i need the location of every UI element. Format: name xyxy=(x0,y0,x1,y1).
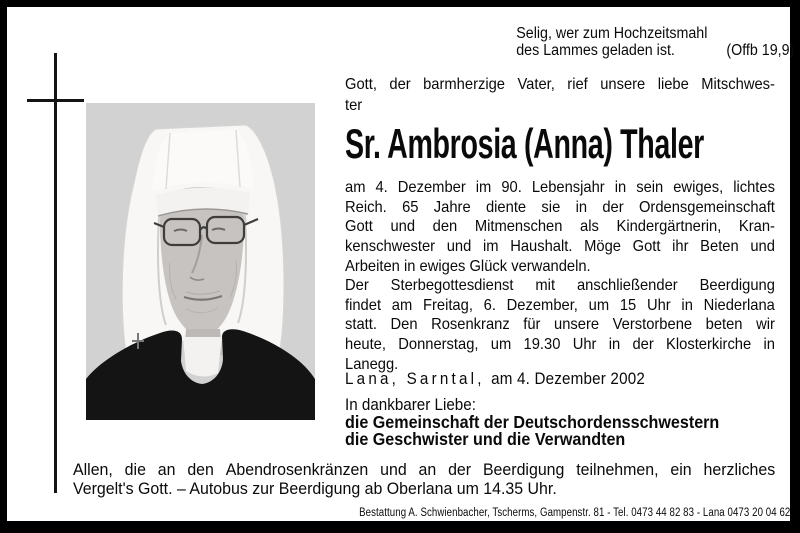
text-line: Arbeiten in ewiges Glück verwandeln. xyxy=(345,257,591,275)
text-line: am 4. Dezember im 90. Lebensjahr in sein ewiges, lichtes xyxy=(345,179,775,196)
bible-quote xyxy=(516,26,794,59)
text-line: Gott und den Mitmenschen als Kindergärtnerin, Kran- xyxy=(345,218,775,236)
text-line: Allen, die an den Abendrosenkränzen und an der Beerdigung teilnehmen, ein herzliches xyxy=(73,460,776,479)
intro-text xyxy=(345,74,775,116)
deceased-name: Sr. Ambrosia (Anna) Thaler xyxy=(345,120,704,167)
text-column xyxy=(345,0,795,533)
text-line: findet am Freitag, 6. Dezember, um 15 Uhr in Niederlana xyxy=(345,296,775,314)
text-line: ter xyxy=(345,97,363,114)
cross-vertical-bar xyxy=(54,53,57,493)
text-line: kenschwester und im Haushalt. Möge Gott ihr Beten und xyxy=(345,238,775,256)
portrait-photo xyxy=(86,103,315,420)
frame-border-left xyxy=(0,0,7,533)
quote-citation: (Offb 19,9) xyxy=(726,41,795,59)
mourners-line-2: die Geschwister und die Verwandten xyxy=(345,429,626,449)
cross-horizontal-bar xyxy=(27,99,84,102)
mourners-intro: In dankbarer Liebe: xyxy=(345,396,476,414)
quote-line-1: Selig, wer zum Hochzeitsmahl xyxy=(516,25,708,42)
date-text: am 4. Dezember 2002 xyxy=(491,370,645,388)
text-line: Vergelt's Gott. – Autobus zur Beerdigung ab Oberlana um 14.35 Uhr. xyxy=(73,479,557,498)
text-line: Gott, der barmherzige Vater, rief unsere liebe Mitschwes- xyxy=(345,76,775,93)
place-names: Lana, Sarntal, xyxy=(345,370,485,388)
quote-line-2-text: des Lammes geladen ist. xyxy=(516,41,675,59)
place-date-line xyxy=(345,370,775,388)
frame-border-right xyxy=(790,0,800,533)
obituary-paragraph xyxy=(345,178,775,276)
attendance-notice xyxy=(73,460,775,498)
mourners-line-1: die Gemeinschaft der Deutschordensschwestern xyxy=(345,412,720,432)
text-line: Lanegg. xyxy=(345,355,399,373)
text-line: heute, Donnerstag, um 19.30 Uhr in der Klosterkirche in xyxy=(345,336,775,354)
text-line: Der Sterbegottesdienst mit anschließender Beerdigung xyxy=(345,277,775,294)
text-line: Reich. 65 Jahre diente sie in der Ordensgemeinschaft xyxy=(345,198,775,216)
quote-line-2 xyxy=(516,43,794,60)
funeral-home-footer: Bestattung A. Schwienbacher, Tscherms, Gampenstr. 81 - Tel. 0473 44 82 83 - Lana 0473 20 04 62 xyxy=(358,507,790,519)
funeral-details-paragraph xyxy=(345,276,775,374)
text-line: statt. Den Rosenkranz für unsere Verstorbene beten wir xyxy=(345,316,775,334)
